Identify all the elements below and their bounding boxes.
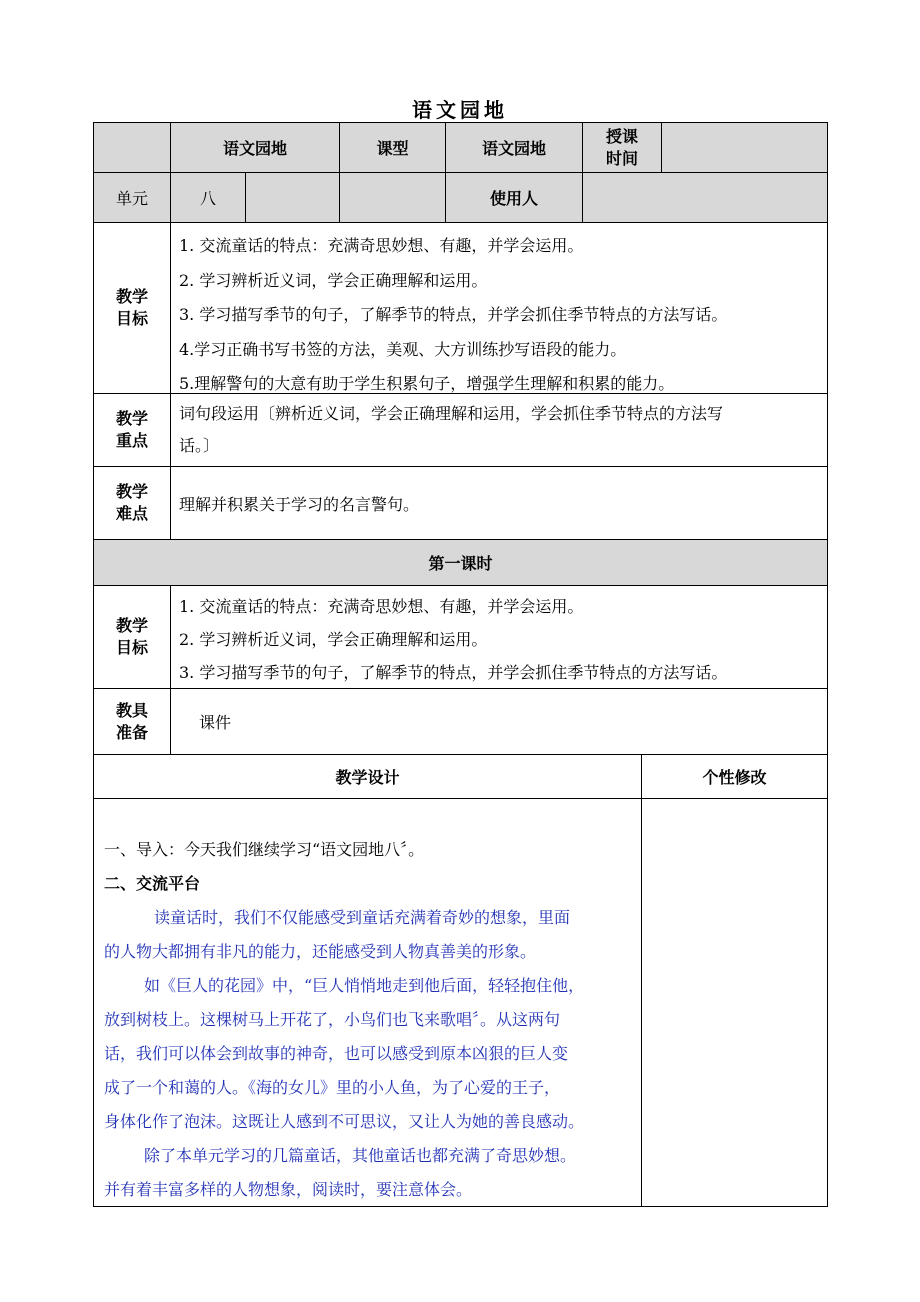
- user-value[interactable]: [582, 172, 828, 223]
- unit-blank-cell: [245, 172, 340, 223]
- lesson-goals-label-line1: 教学: [115, 616, 148, 635]
- tools-content: [170, 688, 828, 755]
- lesson-type-label: 课型: [339, 122, 446, 173]
- row2-blank-cell: [339, 172, 446, 223]
- design-section-2: 二、交流平台: [104, 874, 201, 893]
- teach-time-label-line2: 时间: [605, 148, 638, 168]
- design-paragraph-line: 放到树枝上。这棵树马上开花了，小鸟们也飞来歌唱〞。从这两句: [104, 1010, 561, 1029]
- personal-notes-cell[interactable]: [641, 798, 828, 1207]
- course-name: 语文园地: [170, 122, 340, 173]
- lesson-goal-item: 2. 学习辨析近义词，学会正确理解和运用。: [179, 630, 488, 649]
- goal-item: 3. 学习描写季节的句子，了解季节的特点，并学会抓住季节特点的方法写话。: [179, 305, 728, 324]
- difficulties-label: [93, 466, 171, 540]
- lesson-goals-content: [170, 585, 828, 689]
- key-points-label: [93, 393, 171, 467]
- lesson-type-value: 语文园地: [445, 122, 583, 173]
- lesson-goal-item: 1. 交流童话的特点：充满奇思妙想、有趣，并学会运用。: [179, 597, 584, 616]
- goal-item: 2. 学习辨析近义词，学会正确理解和运用。: [179, 270, 488, 290]
- section-title: 第一课时: [93, 539, 828, 586]
- goal-item: 4.学习正确书写书签的方法，美观、大方训练抄写语段的能力。: [179, 339, 627, 359]
- document-title: 语文园地: [412, 98, 508, 122]
- goals-content: [170, 222, 828, 394]
- tools-label-line2: 准备: [115, 722, 148, 742]
- goals-label: [93, 222, 171, 394]
- difficulties-label-line2: 难点: [115, 504, 148, 523]
- key-points-line: 词句段运用〔辨析近义词，学会正确理解和运用，学会抓住季节特点的方法写: [179, 404, 724, 423]
- unit-value: 八: [170, 172, 246, 223]
- design-intro: 一、导入：今天我们继续学习“语文园地八〞。: [104, 840, 425, 859]
- key-points-line: 话。〕: [179, 436, 220, 455]
- design-paragraph-line: 除了本单元学习的几篇童话，其他童话也都充满了奇思妙想。: [144, 1146, 577, 1165]
- teach-time-value[interactable]: [661, 122, 828, 173]
- design-paragraph-line: 话，我们可以体会到故事的神奇，也可以感受到原本凶狠的巨人变: [104, 1044, 569, 1063]
- design-paragraph-line: 并有着丰富多样的人物想象，阅读时，要注意体会。: [104, 1180, 473, 1199]
- design-header: 教学设计: [93, 754, 642, 799]
- goal-item: 5.理解警句的大意有助于学生积累句子，增强学生理解和积累的能力。: [179, 374, 675, 393]
- tools-label-line1: 教具: [115, 700, 148, 720]
- design-paragraph-line: 如《巨人的花园》中，“巨人悄悄地走到他后面，轻轻抱住他，: [144, 976, 585, 995]
- goals-label-line2: 目标: [115, 309, 148, 328]
- row1-blank-cell: [93, 122, 171, 173]
- user-label: 使用人: [445, 172, 583, 223]
- tools-label: [93, 688, 171, 755]
- key-points-label-line1: 教学: [115, 409, 148, 428]
- tools-text: 课件: [199, 713, 232, 732]
- difficulties-label-line1: 教学: [115, 482, 148, 501]
- teach-time-label-line1: 授课: [605, 126, 638, 146]
- unit-label: 单元: [93, 172, 171, 223]
- difficulties-content: [170, 466, 828, 540]
- design-paragraph-line: 读童话时，我们不仅能感受到童话充满着奇妙的想象，里面: [154, 908, 571, 927]
- design-paragraph-line: 身体化作了泡沫。这既让人感到不可思议，又让人为她的善良感动。: [104, 1112, 585, 1131]
- design-content: [93, 798, 642, 1207]
- key-points-label-line2: 重点: [115, 431, 148, 450]
- key-points-content: [170, 393, 828, 467]
- lesson-goal-item: 3. 学习描写季节的句子，了解季节的特点，并学会抓住季节特点的方法写话。: [179, 663, 728, 682]
- difficulties-text: 理解并积累关于学习的名言警句。: [179, 494, 420, 514]
- design-paragraph-line: 的人物大都拥有非凡的能力，还能感受到人物真善美的形象。: [104, 942, 537, 961]
- lesson-goals-label: [93, 585, 171, 689]
- lesson-goals-label-line2: 目标: [115, 638, 148, 657]
- design-paragraph-line: 成了一个和蔼的人。《海的女儿》里的小人鱼，为了心爱的王子，: [104, 1078, 561, 1097]
- goal-item: 1. 交流童话的特点：充满奇思妙想、有趣，并学会运用。: [179, 236, 584, 255]
- goals-label-line1: 教学: [115, 287, 148, 306]
- teach-time-label: [582, 122, 662, 173]
- personal-header: 个性修改: [641, 754, 828, 799]
